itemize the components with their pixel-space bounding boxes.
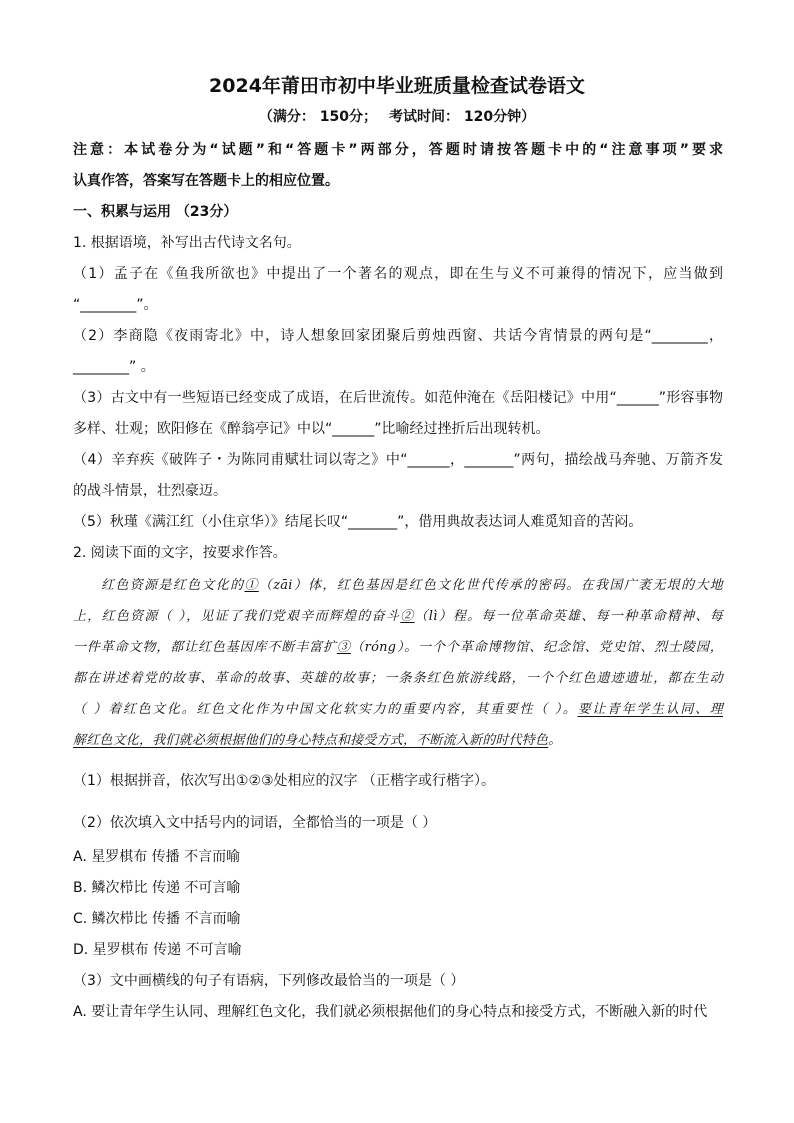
underlined-sentence-part-2: 解红色文化，我们就必须根据他们的身心特点和接受方式，不断流入新的时代特色 [73, 733, 549, 748]
passage-line-4: 都在讲述着党的故事、革命的故事、英雄的故事；一条条红色旅游线路，一个个红色遗迹遗址，都在生动 [73, 671, 723, 686]
notice-line-2: 认真作答，答案写在答题卡上的相应位置。 [73, 173, 339, 189]
q1-sub2-line1: （2）李商隐《夜雨寄北》中，诗人想象回家团聚后剪烛西窗、共话今宵情景的两句是“________， [73, 328, 723, 344]
passage-line-5: （ ）着红色文化。红色文化作为中国文化软实力的重要内容，其重要性（ ）。要让青年学生认同、理 [73, 702, 723, 717]
q1-sub4-line1: （4）辛弃疾《破阵子・为陈同甫赋壮词以寄之》中“______，_______”两句，描绘战马奔驰、万箭齐发 [73, 452, 723, 468]
exam-subtitle [0, 107, 794, 127]
q1-sub5: （5）秋瑾《满江红（小住京华）》结尾长叹“_______”，借用典故表达词人难觅知音的苦闷。 [73, 514, 643, 530]
option-d: D. 星罗棋布 传递 不可言喻 [73, 942, 242, 958]
blank-marker-3: ③ [336, 640, 351, 655]
q2-stem: 2. 阅读下面的文字，按要求作答。 [73, 545, 287, 561]
option-a: A. 星罗棋布 传播 不言而喻 [73, 849, 241, 865]
passage-line-1: 红色资源是红色文化的①（zāi）体，红色基因是红色文化世代传承的密码。在我国广袤无垠的大地 [101, 578, 723, 593]
q2-sub1: （1）根据拼音，依次写出①②③处相应的汉字 （正楷字或行楷字）。 [73, 773, 496, 789]
q1-sub4-line2: 的战斗情景，壮烈豪迈。 [73, 483, 227, 499]
q1-sub1-line1: （1）孟子在《鱼我所欲也》中提出了一个著名的观点，即在生与义不可兼得的情况下，应当做到 [73, 266, 723, 282]
option-c: C. 鳞次栉比 传播 不言而喻 [73, 911, 241, 927]
q1-sub1-line2: “________”。 [73, 297, 158, 313]
page-title: 2024年莆田市初中毕业班质量检查试卷语文 [209, 75, 585, 97]
q1-sub3-line1: （3）古文中有一些短语已经变成了成语，在后世流传。如范仲淹在《岳阳楼记》中用“______”形容事物 [73, 390, 723, 406]
section-heading: 一、积累与运用 （23分） [73, 204, 238, 220]
time-info: 考试时间： 120分钟） [389, 109, 536, 125]
blank-marker-2: ② [400, 609, 415, 624]
passage-line-3: 一件革命文物，都让红色基因库不断丰富扩③（róng）。一个个革命博物馆、纪念馆、党史馆、烈士陵园， [73, 640, 723, 655]
q1-sub3-line2: 多样、壮观；欧阳修在《醉翁亭记》中以“______”比喻经过挫折后出现转机。 [73, 421, 550, 437]
q2-sub3-option-a: A. 要让青年学生认同、理解红色文化，我们就必须根据他们的身心特点和接受方式，不断融入新的时代 [73, 1004, 708, 1020]
passage-line-2: 上，红色资源（ ），见证了我们党艰辛而辉煌的奋斗②（lì）程。每一位革命英雄、每一种革命精神、每 [73, 609, 724, 624]
score-info: （满分： 150分； [258, 109, 377, 125]
q2-sub3: （3）文中画横线的句子有语病，下列修改最恰当的一项是（ ） [73, 973, 465, 989]
passage-line-6: 解红色文化，我们就必须根据他们的身心特点和接受方式，不断流入新的时代特色。 [73, 733, 562, 748]
q1-stem: 1. 根据语境，补写出古代诗文名句。 [73, 235, 301, 251]
q1-sub2-line2: ________” 。 [73, 359, 155, 375]
blank-marker-1: ① [244, 578, 259, 593]
notice-line-1: 注意：本试卷分为“试题”和“答题卡”两部分，答题时请按答题卡中的“注意事项”要求 [73, 142, 723, 158]
q2-sub2: （2）依次填入文中括号内的词语，全都恰当的一项是（ ） [73, 815, 437, 831]
option-b: B. 鳞次栉比 传递 不可言喻 [73, 880, 241, 896]
underlined-sentence-part-1: 要让青年学生认同、理 [577, 702, 723, 717]
